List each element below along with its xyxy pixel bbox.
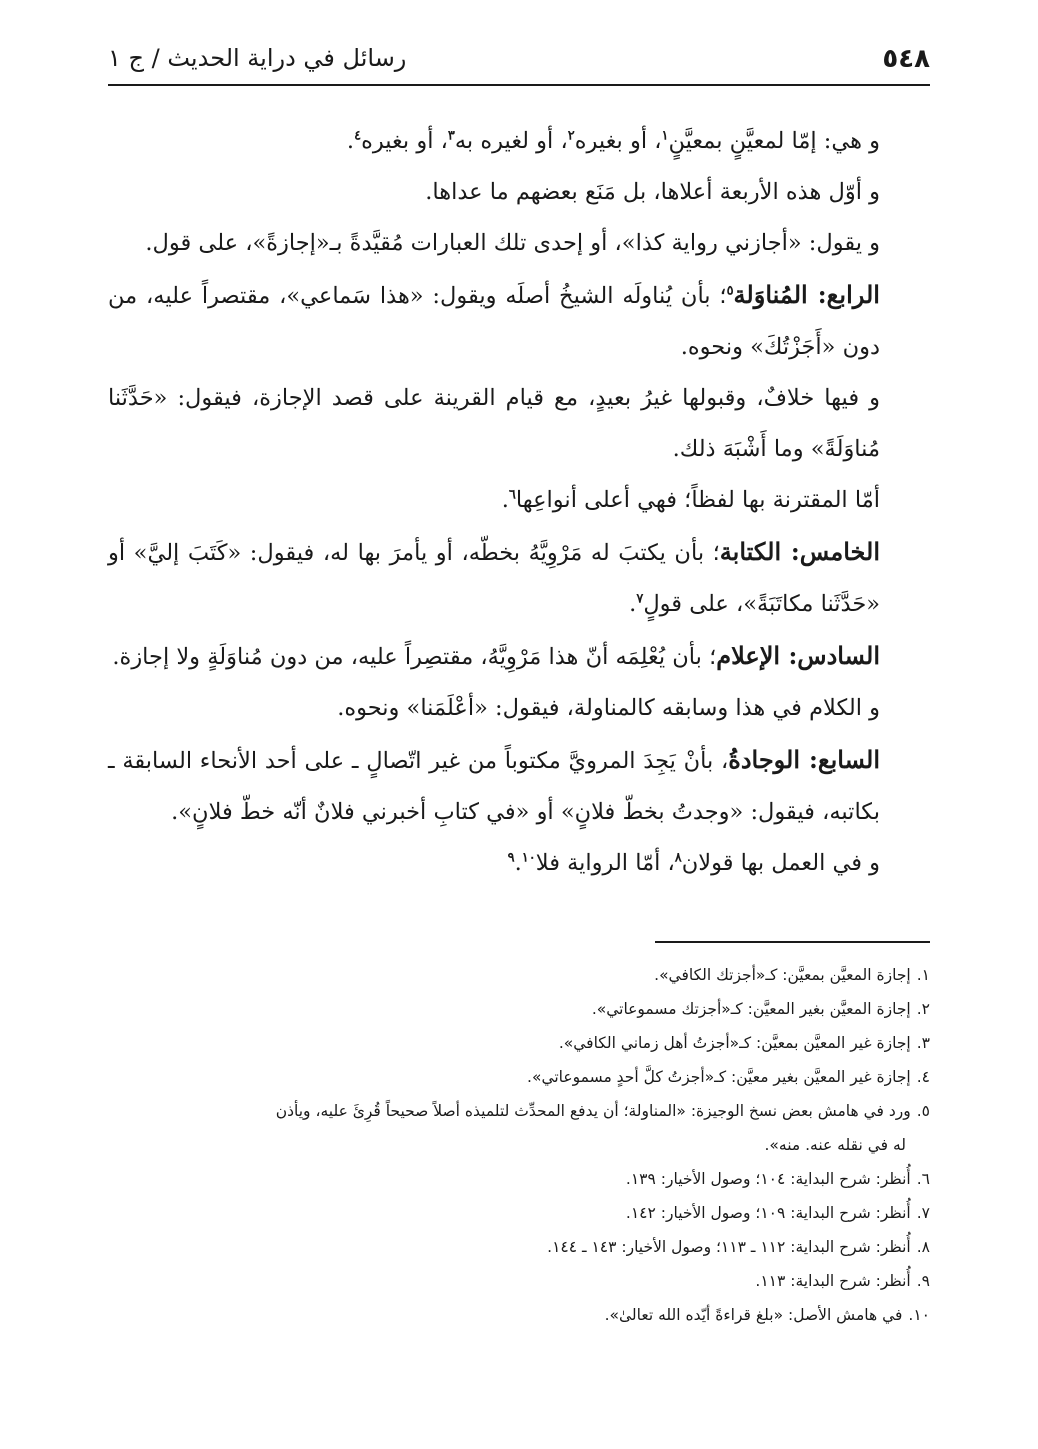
footnote-ref-6[interactable]: ٦ bbox=[508, 487, 516, 503]
footnote-ref-7[interactable]: ٧ bbox=[636, 591, 644, 607]
footnote-ref-8[interactable]: ٨ bbox=[674, 850, 682, 866]
running-title: رسائل في دراية الحديث / ج ١ bbox=[108, 44, 407, 72]
footnote-item: ٩.أُنظر: شرح البداية: ١١٣. bbox=[755, 1272, 930, 1290]
footnote-ref-1[interactable]: ١ bbox=[661, 128, 669, 144]
paragraph-3: و يقول: «أجازني رواية كذا»، أو إحدى تلك العبارات مُقيَّدةً بـ«إجازةً»، على قول. bbox=[145, 230, 880, 256]
footnote-ref-2[interactable]: ٢ bbox=[567, 128, 575, 144]
paragraph-1: و هي: إمّا لمعيَّنٍ بمعيَّنٍ$^١$، أو بغيره$^٢$، أو لغيره به$^٣$، أو بغيره$^٤$. bbox=[346, 128, 880, 154]
footnote-item: ٧.أُنظر: شرح البداية: ١٠٩؛ وصول الأخيار: ١٤٢. bbox=[625, 1204, 930, 1222]
heading-ilam: السادس: الإعلام bbox=[716, 641, 880, 670]
footnote-ref-3[interactable]: ٣ bbox=[447, 128, 455, 144]
paragraph-8: السادس: الإعلام؛ بأن يُعْلِمَه أنّ هذا مَرْوِيَّهُ، مقتصِراً عليه، من دون مُناوَلَةٍ ولا إجازة. bbox=[112, 641, 880, 670]
footnote-ref-9[interactable]: ٩ bbox=[507, 850, 515, 866]
footnote-item: ٣.إجازة غير المعيَّن بمعيَّن: كـ«أجزتُ أهل زماني الكافي». bbox=[558, 1034, 930, 1052]
footnote-continuation: له في نقله عنه. منه». bbox=[764, 1136, 906, 1154]
footnote-item: ٢.إجازة المعيَّن بغير المعيَّن: كـ«أجزتك مسموعاتي». bbox=[591, 1000, 930, 1018]
footnote-item: ٨.أُنظر: شرح البداية: ١١٢ ـ ١١٣؛ وصول الأخيار: ١٤٣ ـ ١٤٤. bbox=[547, 1238, 930, 1256]
footnote-rule bbox=[655, 941, 930, 943]
paragraph-9: و الكلام في هذا وسابقه كالمناولة، فيقول: «أعْلَمَنا» ونحوه. bbox=[337, 695, 880, 721]
heading-munawala: الرابع: المُناوَلة bbox=[733, 280, 880, 309]
paragraph-5: و فيها خلافٌ، وقبولها غيرُ بعيدٍ، مع قيام القرينة على قصد الإجازة، فيقول: «حَدَّثَنا مُناوَلَةً» وما أَشْبَهَ ذلك. bbox=[108, 385, 880, 462]
main-text bbox=[108, 116, 930, 889]
heading-wijada: السابع: الوجادةُ bbox=[728, 745, 880, 774]
paragraph-7: الخامس: الكتابة؛ بأن يكتبَ له مَرْوِيَّهُ بخطّه، أو يأمرَ بها له، فيقول: «كَتَبَ إليَّ» أو «حَدَّثَنا مكاتَبَةً»، على قولٍ$^٧$. bbox=[108, 537, 880, 617]
paragraph-4: الرابع: المُناوَلة$^٥$؛ بأن يُناولَه الشيخُ أصلَه ويقول: «هذا سَماعي»، مقتصراً عليه، من دون «أَجَزْتُكَ» ونحوه. bbox=[108, 280, 880, 360]
paragraph-2: و أوّل هذه الأربعة أعلاها، بل مَنَع بعضهم ما عداها. bbox=[425, 179, 880, 205]
footnote-ref-5[interactable]: ٥ bbox=[726, 283, 734, 299]
footnote-item: ٦.أُنظر: شرح البداية: ١٠٤؛ وصول الأخيار: ١٣٩. bbox=[625, 1170, 930, 1188]
footnote-item: ٥.ورد في هامش بعض نسخ الوجيزة: «المناولة؛ أن يدفع المحدِّث لتلميذه أصلاً صحيحاً قُرِئَ عليه، ويأذن bbox=[275, 1102, 930, 1120]
paragraph-6: أمّا المقترنة بها لفظاً؛ فهي أعلى أنواعِها$^٦$. bbox=[501, 487, 880, 513]
header-rule bbox=[108, 84, 930, 86]
page-header bbox=[108, 40, 930, 84]
paragraph-10: السابع: الوجادةُ، بأنْ يَجِدَ المرويَّ مكتوباً من غير اتّصالٍ ـ على أحد الأنحاء السابقة ـ بكاتبه، فيقول: «وجدتُ بخطّ فلانٍ» أو «في كتابِ أخبرني فلانٌ أنّه خطّ فلانٍ». bbox=[108, 745, 880, 825]
footnote-ref-4[interactable]: ٤ bbox=[354, 128, 362, 144]
footnote-item: ٤.إجازة غير المعيَّن بغير معيَّن: كـ«أجزتُ كلَّ أحدٍ مسموعاتي». bbox=[527, 1068, 930, 1086]
page-number: ٥٤٨ bbox=[882, 44, 930, 74]
footnote-item: ١٠.في هامش الأصل: «بلغ قراءةً أيّده الله تعالىٰ». bbox=[604, 1306, 930, 1324]
footnote-item: ١.إجازة المعيَّن بمعيَّن: كـ«أجزتك الكافي». bbox=[654, 966, 930, 984]
footnote-ref-10[interactable]: ١٠ bbox=[521, 850, 536, 866]
footnotes bbox=[108, 958, 930, 1332]
paragraph-11: و في العمل بها قولان$^٨$، أمّا الرواية فلا$^٩$.$^{١٠}$ bbox=[507, 850, 880, 876]
heading-kitaba: الخامس: الكتابة bbox=[719, 537, 880, 566]
